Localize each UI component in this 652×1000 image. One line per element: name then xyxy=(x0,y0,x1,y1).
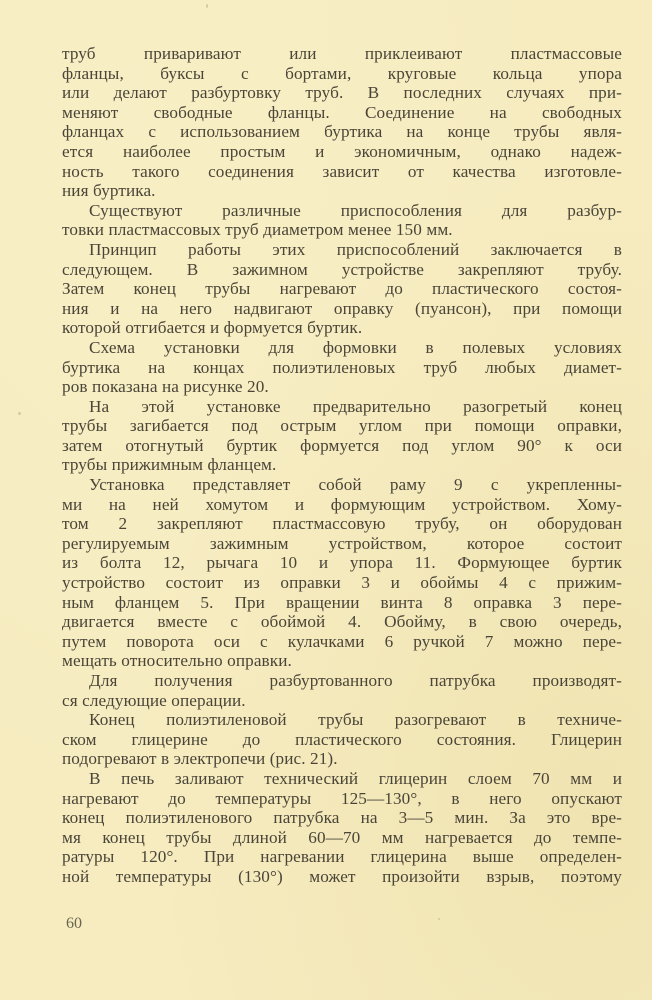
paper-speck xyxy=(438,918,440,920)
text-line: мя конец трубы длиной 60—70 мм нагревается до темпе- xyxy=(62,827,622,847)
text-line: путем поворота оси с кулачками 6 ручкой 7 можно пере- xyxy=(62,631,622,651)
text-line: Установка представляет собой раму 9 с укрепленны- xyxy=(89,475,622,495)
text-line: Принцип работы этих приспособлений заключается в xyxy=(89,239,622,259)
page-body xyxy=(62,44,622,887)
text-line: из болта 12, рычага 10 и упора 11. Формующее буртик xyxy=(62,553,622,573)
text-line: том 2 закрепляют пластмассовую трубу, он оборудован xyxy=(62,514,622,534)
text-line: нагревают до температуры 125—130°, в него опускают xyxy=(62,788,622,808)
paper-speck xyxy=(206,4,208,8)
text-line: или делают разбуртовку труб. В последних случаях при- xyxy=(62,83,622,103)
text-line: товки пластмассовых труб диаметром менее 150 мм. xyxy=(62,220,453,240)
text-line: ным фланцем 5. При вращении винта 8 оправка 3 пере- xyxy=(62,592,622,612)
text-line: следующем. В зажимном устройстве закрепляют трубу. xyxy=(62,259,622,279)
text-line: фланцах с использованием буртика на конце трубы явля- xyxy=(62,122,622,142)
text-line: фланцы, буксы с бортами, круговые кольца упора xyxy=(62,63,622,83)
text-line: В печь заливают технический глицерин слоем 70 мм и xyxy=(89,768,622,788)
text-line: трубы загибается под острым углом при помощи оправки, xyxy=(62,416,622,436)
text-line: конец полиэтиленового патрубка на 3—5 мин. За это вре- xyxy=(62,808,622,828)
text-line: ется наиболее простым и экономичным, однако надеж- xyxy=(62,141,622,161)
text-line: мещать относительно оправки. xyxy=(62,651,292,671)
text-line: ния буртика. xyxy=(62,181,156,201)
text-line: Конец полиэтиленовой трубы разогревают в техниче- xyxy=(89,710,622,730)
text-line: труб приваривают или приклеивают пластмассовые xyxy=(62,44,622,63)
text-line: ность такого соединения зависит от качества изготовле- xyxy=(62,161,622,181)
text-line: затем отогнутый буртик формуется под углом 90° к оси xyxy=(62,435,622,455)
text-line: буртика на концах полиэтиленовых труб любых диамет- xyxy=(62,357,622,377)
text-line: ском глицерине до пластического состояния. Глицерин xyxy=(62,729,622,749)
text-line: регулируемым зажимным устройством, которое состоит xyxy=(62,533,622,553)
text-line: трубы прижимным фланцем. xyxy=(62,455,277,475)
text-line: Затем конец трубы нагревают до пластического состоя- xyxy=(62,279,622,299)
text-line: меняют свободные фланцы. Соединение на свободных xyxy=(62,102,622,122)
text-line: двигается вместе с обоймой 4. Обойму, в свою очередь, xyxy=(62,612,622,632)
paper-speck xyxy=(18,412,21,415)
page-number: 60 xyxy=(66,915,82,932)
text-line: ния и на него надвигают оправку (пуансон), при помощи xyxy=(62,298,622,318)
text-line: Существуют различные приспособления для разбур- xyxy=(89,200,622,220)
text-line: Для получения разбуртованного патрубка производят- xyxy=(89,671,622,690)
text-line: Схема установки для формовки в полевых условиях xyxy=(89,337,622,357)
text-line: устройство состоит из оправки 3 и обоймы 4 с прижим- xyxy=(62,573,622,593)
text-line: ров показана на рисунке 20. xyxy=(62,377,269,397)
text-line: которой отгибается и формуется буртик. xyxy=(62,318,363,338)
text-line: ной температуры (130°) может произойти взрыв, поэтому xyxy=(62,866,622,886)
text-line: ся следующие операции. xyxy=(62,690,246,710)
text-line: подогревают в электропечи (рис. 21). xyxy=(62,749,338,769)
text-line: На этой установке предварительно разогретый конец xyxy=(89,396,622,416)
text-line: ратуры 120°. При нагревании глицерина выше определен- xyxy=(62,847,622,867)
text-line: ми на ней хомутом и формующим устройством. Хому- xyxy=(62,494,622,514)
